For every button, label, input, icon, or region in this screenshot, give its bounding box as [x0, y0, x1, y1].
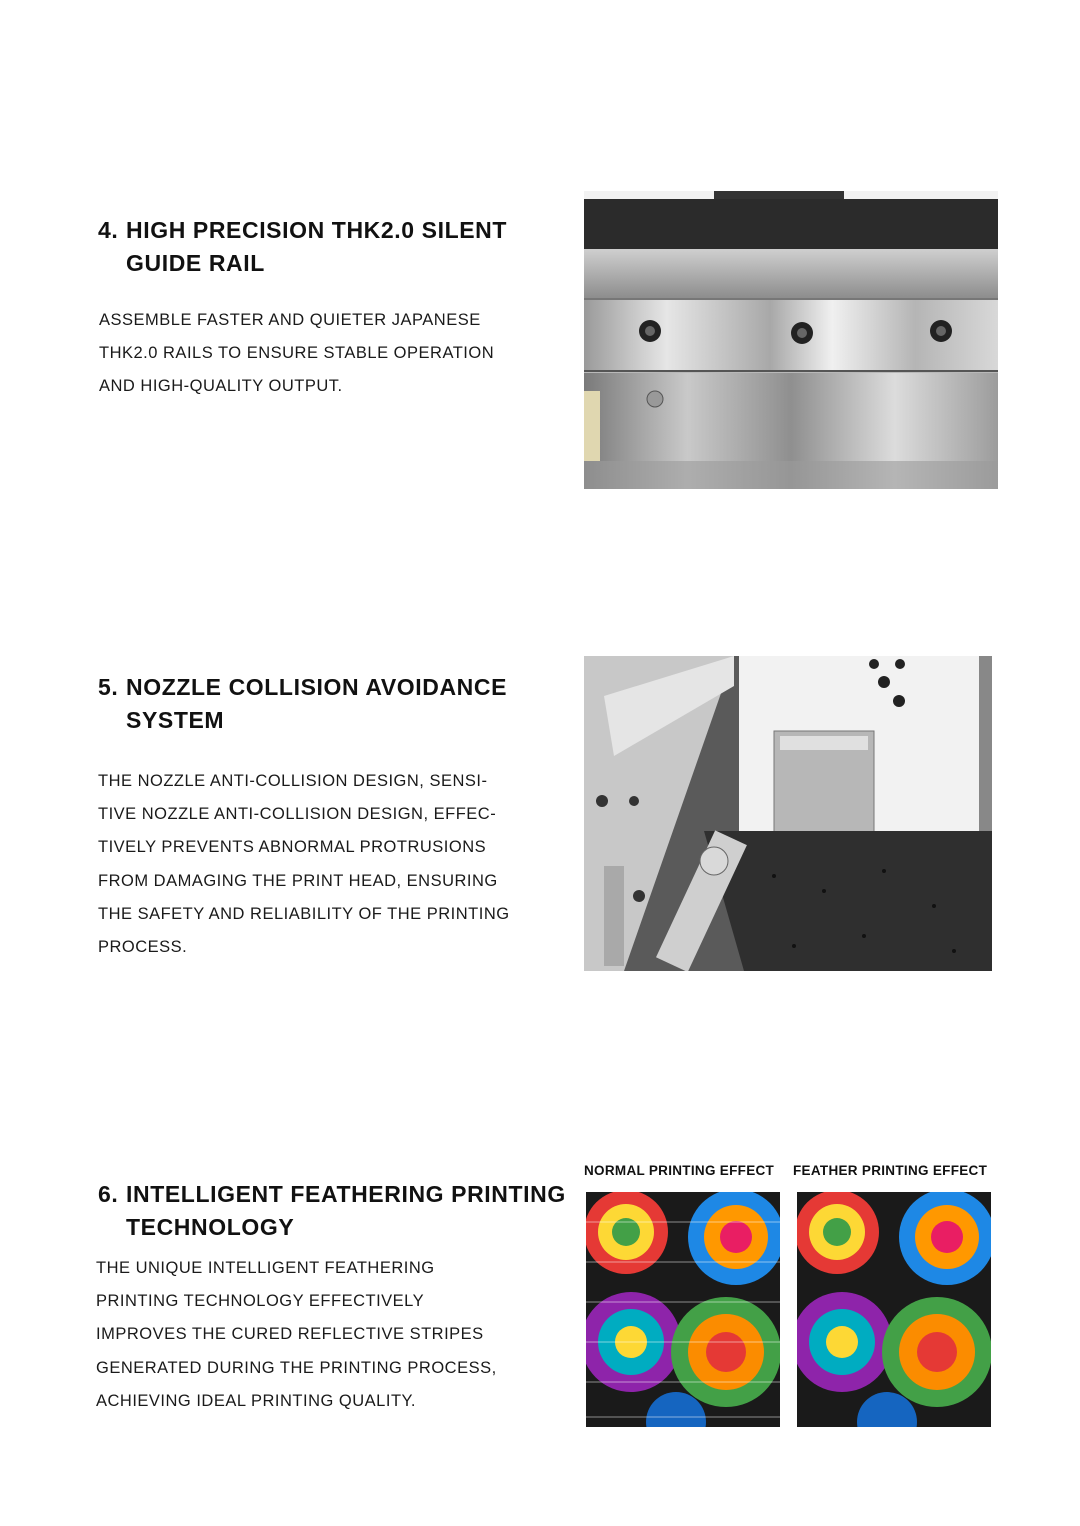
normal-effect-caption: NORMAL PRINTING EFFECT	[584, 1163, 775, 1178]
feature-description: ASSEMBLE FASTER AND QUIETER JAPANESE THK2.0 RAILS TO ENSURE STABLE OPERATION AND HIGH-QUALITY OUTPUT.	[99, 311, 495, 396]
feature-description: THE NOZZLE ANTI-COLLISION DESIGN, SENSI- TIVE NOZZLE ANTI-COLLISION DESIGN, EFFEC- TIVELY PREVENTS ABNORMAL PROTRUSIONS FROM DAMAGING THE PRINT HEAD, ENSURING THE SAFETY AND RELIABILITY OF THE PRINTING PROCESS.	[98, 772, 510, 957]
feather-printing-effect-image	[797, 1192, 991, 1427]
feature-heading: 5. NOZZLE COLLISION AVOIDANCE SYSTEM	[98, 674, 508, 733]
guide-rail-photo	[584, 191, 998, 489]
normal-printing-effect-image	[586, 1192, 780, 1427]
feature-description: THE UNIQUE INTELLIGENT FEATHERING PRINTING TECHNOLOGY EFFECTIVELY IMPROVES THE CURED REFLECTIVE STRIPES GENERATED DURING THE PRINTING PROCESS, ACHIEVING IDEAL PRINTING QUALITY.	[96, 1259, 497, 1410]
feature-heading: 6. INTELLIGENT FEATHERING PRINTING TECHNOLOGY	[98, 1181, 566, 1240]
feather-effect-caption: FEATHER PRINTING EFFECT	[793, 1163, 988, 1178]
print-head-carriage-photo	[584, 656, 992, 971]
feature-heading: 4. HIGH PRECISION THK2.0 SILENT GUIDE RAIL	[98, 217, 508, 276]
